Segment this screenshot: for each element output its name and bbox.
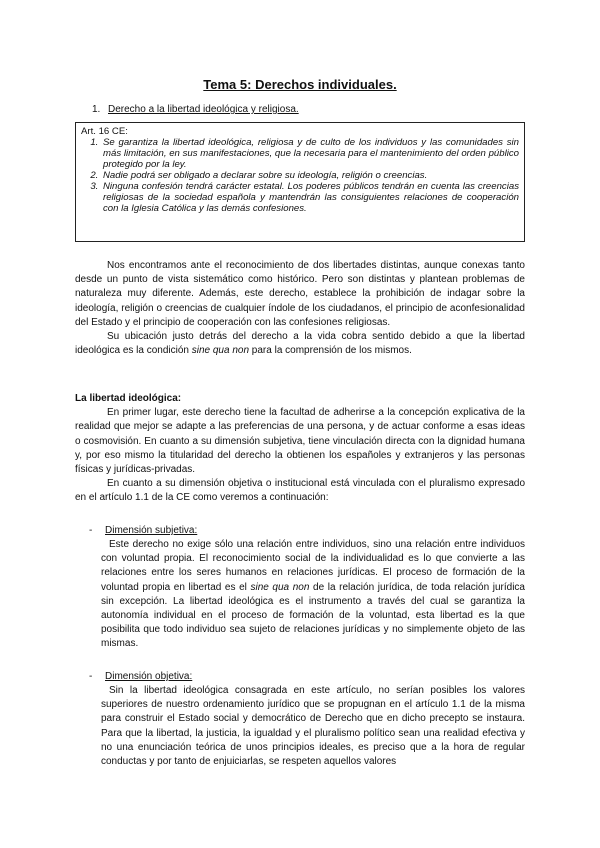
bullet-dash: - (89, 525, 93, 536)
article-header: Art. 16 CE: (81, 126, 128, 137)
paragraph: Sin la libertad ideológica consagrada en este artículo, no serían posibles los valores superiores de nuestro ordenamiento jurídico que se propugnan en el artículo 1.1 de la misma para construir el Estado social y democrático de Derecho que en dicho precepto se instaura. Para que la libertad, la justicia, la igualdad y el pluralismo político sean una realidad efectiva y no una enunciación teórica de unos principios ideales, es preciso que a la hora de regular conductas y por tanto de enjuiciarlas, se respeten aquellos valores (101, 685, 525, 768)
italic-term: sine qua non (250, 581, 310, 593)
dimension-objetiva-heading (75, 670, 525, 684)
article-item: 2. Nadie podrá ser obligado a declarar sobre su ideología, religión o creencias. (101, 170, 519, 181)
article-quote-box (75, 122, 525, 242)
section-heading (92, 104, 299, 115)
text-run: para la comprensión de los mismos. (249, 345, 412, 357)
dimension-subjetiva-body (101, 538, 525, 652)
page-title: Tema 5: Derechos individuales. (203, 77, 397, 92)
dimension-objetiva-body (101, 684, 525, 769)
paragraph: En cuanto a su dimensión objetiva o institucional está vinculada con el pluralismo expresado en el artículo 1.1 de la CE como veremos a continuación: (75, 478, 525, 504)
article-list (81, 137, 519, 214)
italic-term: sine qua non (191, 345, 250, 357)
intro-section (75, 259, 525, 358)
dimension-subjetiva-heading (75, 524, 525, 538)
paragraph: En primer lugar, este derecho tiene la facultad de adherirse a la concepción explicativa de la realidad que mejor se adapte a las preferencias de una persona, y de actuar conforme a esas ideas o cosmovisión. En cuanto a su dimensión subjetiva, tiene vinculación directa con la dignidad humana y, por eso mismo la titularidad del derecho la obtienen los españoles y extranjeros y las personas físicas y jurídicas-privadas. (75, 407, 525, 476)
text-run: de la relación jurídica, de toda relación jurídica sin excepción. La libertad ideológica es el instrumento a través del cual se garantiza la autonomía individual en el proceso de formación de la voluntad, esta libertad es la que posibilita que todo individuo sea sujeto de relaciones jurídicas y no simplemente objeto de las mismas. (101, 581, 525, 650)
section-subheading: La libertad ideológica: (75, 393, 182, 404)
libertad-section (75, 392, 525, 506)
section-number: 1. (92, 104, 101, 115)
paragraph: Nos encontramos ante el reconocimiento de dos libertades distintas, aunque conexas tanto desde un punto de vista sistemático como histórico. Pero son distintas y plantean problemas de naturaleza muy diferente. Además, este derecho, establece la prohibición de indagar sobre la ideología, religión o creencias de cualquier índole de los ciudadanos, el principio de aconfesionalidad del Estado y el principio de cooperación con las confesiones religiosas. (75, 260, 525, 328)
text-run: Su ubicación justo detrás del derecho a la vida cobra sentido debido a que la libertad ideológica es la condición (75, 331, 525, 357)
paragraph (101, 538, 525, 652)
dash-heading (75, 524, 525, 538)
bullet-dash: - (89, 671, 93, 682)
text-run: Este derecho no exige sólo una relación entre individuos, sino una relación entre individuos con voluntad propia. El reconocimiento social de la individualidad es lo que convierte a las relaciones entre los seres humanos en relaciones jurídicas. El proceso de formación de la voluntad propia en libertad es el (101, 539, 525, 593)
article-item: 1. Se garantiza la libertad ideológica, religiosa y de culto de los individuos y las comunidades sin más limitación, en sus manifestaciones, que la necesaria para el mantenimiento del orden público protegido por la ley. (101, 137, 519, 170)
paragraph (75, 330, 525, 358)
subheading-text: Dimensión subjetiva: (105, 525, 198, 536)
dash-heading (75, 670, 525, 684)
article-item: 3. Ninguna confesión tendrá carácter estatal. Los poderes públicos tendrán en cuenta las creencias religiosas de la sociedad española y mantendrán las consiguientes relaciones de cooperación con la Iglesia Católica y las demás confesiones. (101, 181, 519, 214)
section-title: Derecho a la libertad ideológica y religiosa. (108, 104, 299, 115)
subheading-text: Dimensión objetiva: (105, 671, 193, 682)
